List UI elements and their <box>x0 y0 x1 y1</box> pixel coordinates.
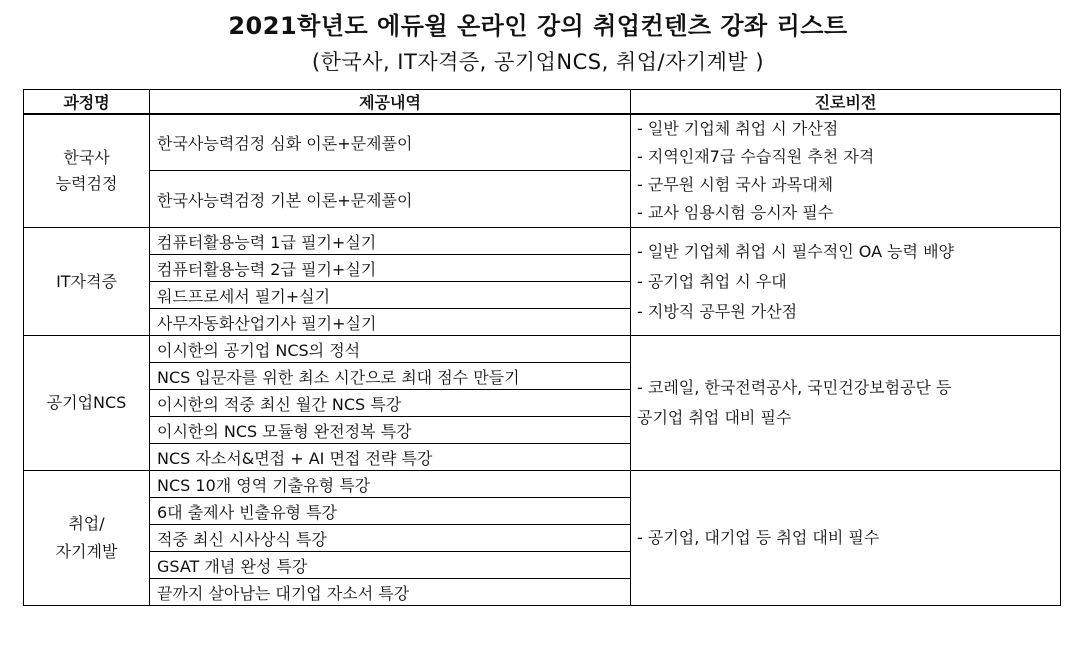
vision-line: - 지역인재7급 수습직원 추천 자격 <box>637 147 875 166</box>
column-header-courses: 제공내역 <box>150 90 631 115</box>
category-label: 공기업NCS <box>46 393 127 412</box>
category-label: 자기계발 <box>55 542 118 561</box>
column-header-category: 과정명 <box>24 90 150 115</box>
course-cell: NCS 10개 영역 기출유형 특강 <box>150 471 631 498</box>
table-row <box>24 471 1061 498</box>
course-cell: 끝까지 살아남는 대기업 자소서 특강 <box>150 579 631 606</box>
course-cell: 워드프로세서 필기+실기 <box>150 282 631 309</box>
table-row <box>24 114 1061 171</box>
table-header-row <box>24 90 1061 115</box>
vision-line: - 일반 기업체 취업 시 가산점 <box>637 119 839 138</box>
course-cell: 이시한의 적중 최신 월간 NCS 특강 <box>150 390 631 417</box>
vision-line: 공기업 취업 대비 필수 <box>637 408 792 427</box>
vision-line: - 공기업, 대기업 등 취업 대비 필수 <box>637 528 880 547</box>
vision-line: - 군무원 시험 국사 과목대체 <box>637 175 834 194</box>
course-cell: 한국사능력검정 기본 이론+문제풀이 <box>150 171 631 228</box>
column-header-vision: 진로비전 <box>631 90 1061 115</box>
page-title: 2021학년도 에듀윌 온라인 강의 취업컨텐츠 강좌 리스트 <box>228 12 848 40</box>
course-cell: 적중 최신 시사상식 특강 <box>150 525 631 552</box>
vision-cell <box>631 228 1061 336</box>
category-cell <box>24 228 150 336</box>
course-cell: 컴퓨터활용능력 1급 필기+실기 <box>150 228 631 255</box>
table-row <box>24 228 1061 255</box>
course-cell: 한국사능력검정 심화 이론+문제풀이 <box>150 114 631 171</box>
page-subtitle: (한국사, IT자격증, 공기업NCS, 취업/자기계발 ) <box>311 50 765 74</box>
vision-cell <box>631 336 1061 471</box>
category-cell <box>24 336 150 471</box>
course-cell: 이시한의 NCS 모듈형 완전정복 특강 <box>150 417 631 444</box>
category-cell <box>24 114 150 228</box>
course-cell: 사무자동화산업기사 필기+실기 <box>150 309 631 336</box>
category-label: 능력검정 <box>55 174 118 193</box>
category-label: 취업/ <box>68 514 105 533</box>
course-cell: NCS 입문자를 위한 최소 시간으로 최대 점수 만들기 <box>150 363 631 390</box>
course-cell: GSAT 개념 완성 특강 <box>150 552 631 579</box>
vision-cell <box>631 471 1061 606</box>
table-row <box>24 336 1061 363</box>
course-cell: 6대 출제사 빈출유형 특강 <box>150 498 631 525</box>
vision-cell <box>631 114 1061 228</box>
course-table <box>23 89 1061 606</box>
vision-line: - 지방직 공무원 가산점 <box>637 301 798 321</box>
category-label: 한국사 <box>63 148 110 167</box>
course-cell: NCS 자소서&면접 + AI 면접 전략 특강 <box>150 444 631 471</box>
course-cell: 컴퓨터활용능력 2급 필기+실기 <box>150 255 631 282</box>
category-label: IT자격증 <box>56 271 117 291</box>
course-cell: 이시한의 공기업 NCS의 정석 <box>150 336 631 363</box>
vision-line: - 공기업 취업 시 우대 <box>637 271 787 291</box>
vision-line: - 코레일, 한국전력공사, 국민건강보험공단 등 <box>637 378 952 397</box>
vision-line: - 교사 임용시험 응시자 필수 <box>637 203 834 222</box>
vision-line: - 일반 기업체 취업 시 필수적인 OA 능력 배양 <box>637 241 955 261</box>
category-cell <box>24 471 150 606</box>
